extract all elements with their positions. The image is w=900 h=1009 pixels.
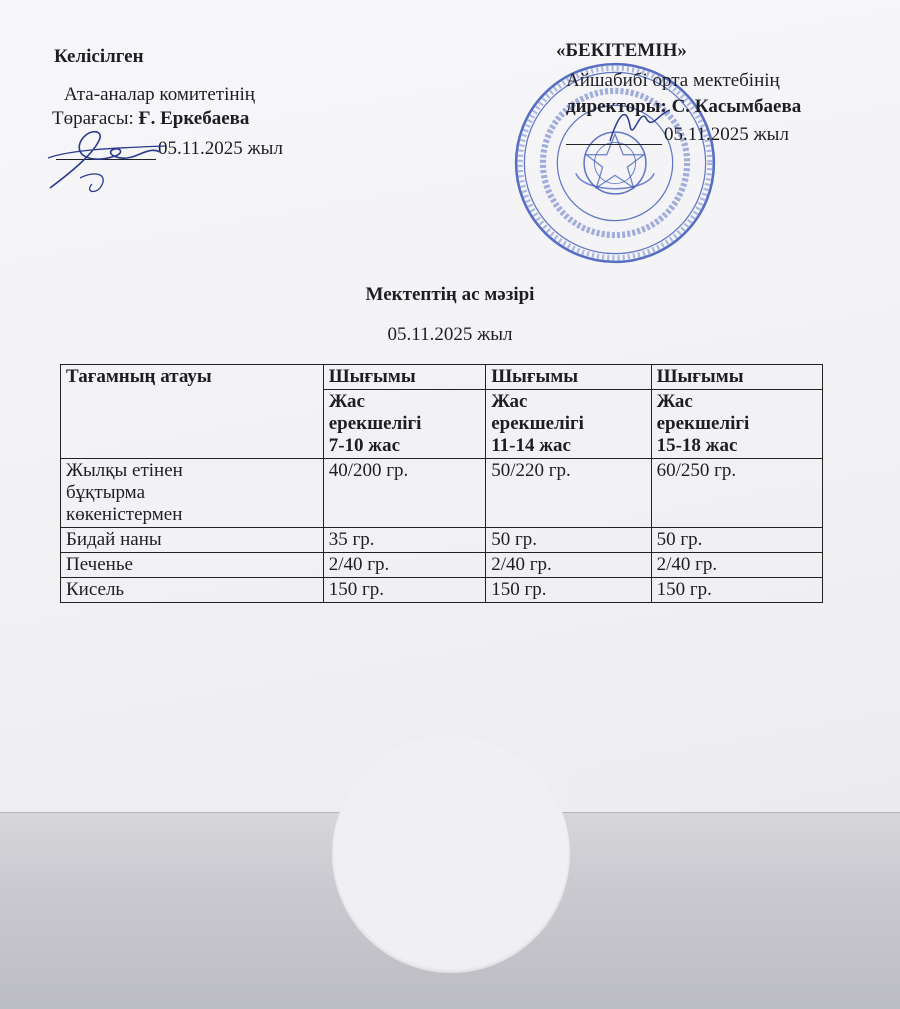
header-age-group-3 xyxy=(651,390,822,459)
agreed-heading: Келісілген xyxy=(54,46,144,67)
age-group-line: ерекшелігі xyxy=(656,413,750,434)
document-title: Мектептің ас мәзірі xyxy=(365,284,535,305)
header-dish-name: Тағамның атауы xyxy=(61,365,324,459)
dish-name-line: бұқтырма xyxy=(66,482,146,503)
table-header-row xyxy=(61,365,823,390)
age-group-line: 15-18 жас xyxy=(656,435,738,456)
dish-name: Печенье xyxy=(61,553,324,578)
age-group-line: 7-10 жас xyxy=(328,435,401,456)
portion-value: 50 гр. xyxy=(651,528,822,553)
age-group-line: ерекшелігі xyxy=(328,413,422,434)
agreed-committee: Ата-аналар комитетінің xyxy=(64,84,255,105)
portion-value: 2/40 гр. xyxy=(651,553,822,578)
portion-value: 150 гр. xyxy=(651,578,822,603)
approved-heading: «БЕКІТЕМІН» xyxy=(556,40,687,61)
dish-name xyxy=(61,459,324,528)
header-output-2: Шығымы xyxy=(486,365,651,390)
director-signature-icon xyxy=(600,96,690,148)
header-age-group-1 xyxy=(323,390,485,459)
portion-value: 150 гр. xyxy=(486,578,651,603)
portion-value: 60/250 гр. xyxy=(651,459,822,528)
age-group-line: 11-14 жас xyxy=(491,435,571,456)
portion-value: 35 гр. xyxy=(323,528,485,553)
portion-value: 40/200 гр. xyxy=(323,459,485,528)
age-group-line: Жас xyxy=(656,391,693,412)
sleeve-finger-notch xyxy=(332,735,570,973)
approved-director: директоры: С. Касымбаева xyxy=(566,96,802,117)
portion-value: 150 гр. xyxy=(323,578,485,603)
header-output-1: Шығымы xyxy=(323,365,485,390)
table-row xyxy=(61,553,823,578)
dish-name: Кисель xyxy=(61,578,324,603)
dish-name-line: көкеністермен xyxy=(66,504,183,525)
age-group-line: Жас xyxy=(491,391,528,412)
agreed-chair-name: Ғ. Еркебаева xyxy=(138,108,250,129)
header-output-3: Шығымы xyxy=(651,365,822,390)
signature-icon xyxy=(40,118,175,198)
agreed-date: 05.11.2025 жыл xyxy=(158,138,283,159)
portion-value: 50 гр. xyxy=(486,528,651,553)
header-age-group-2 xyxy=(486,390,651,459)
age-group-line: ерекшелігі xyxy=(491,413,584,434)
table-row xyxy=(61,578,823,603)
portion-value: 50/220 гр. xyxy=(486,459,651,528)
table-row xyxy=(61,459,823,528)
dish-name: Бидай наны xyxy=(61,528,324,553)
agreed-chair-label: Төрағасы: xyxy=(52,108,134,129)
portion-value: 2/40 гр. xyxy=(486,553,651,578)
portion-value: 2/40 гр. xyxy=(323,553,485,578)
document-date: 05.11.2025 жыл xyxy=(387,324,513,345)
dish-name-line: Жылқы етінен xyxy=(66,460,183,481)
menu-table xyxy=(60,364,823,603)
approved-date: 05.11.2025 жыл xyxy=(664,124,789,145)
table-row xyxy=(61,528,823,553)
approved-school: Айшабибі орта мектебінің xyxy=(566,70,780,91)
age-group-line: Жас xyxy=(328,391,365,412)
